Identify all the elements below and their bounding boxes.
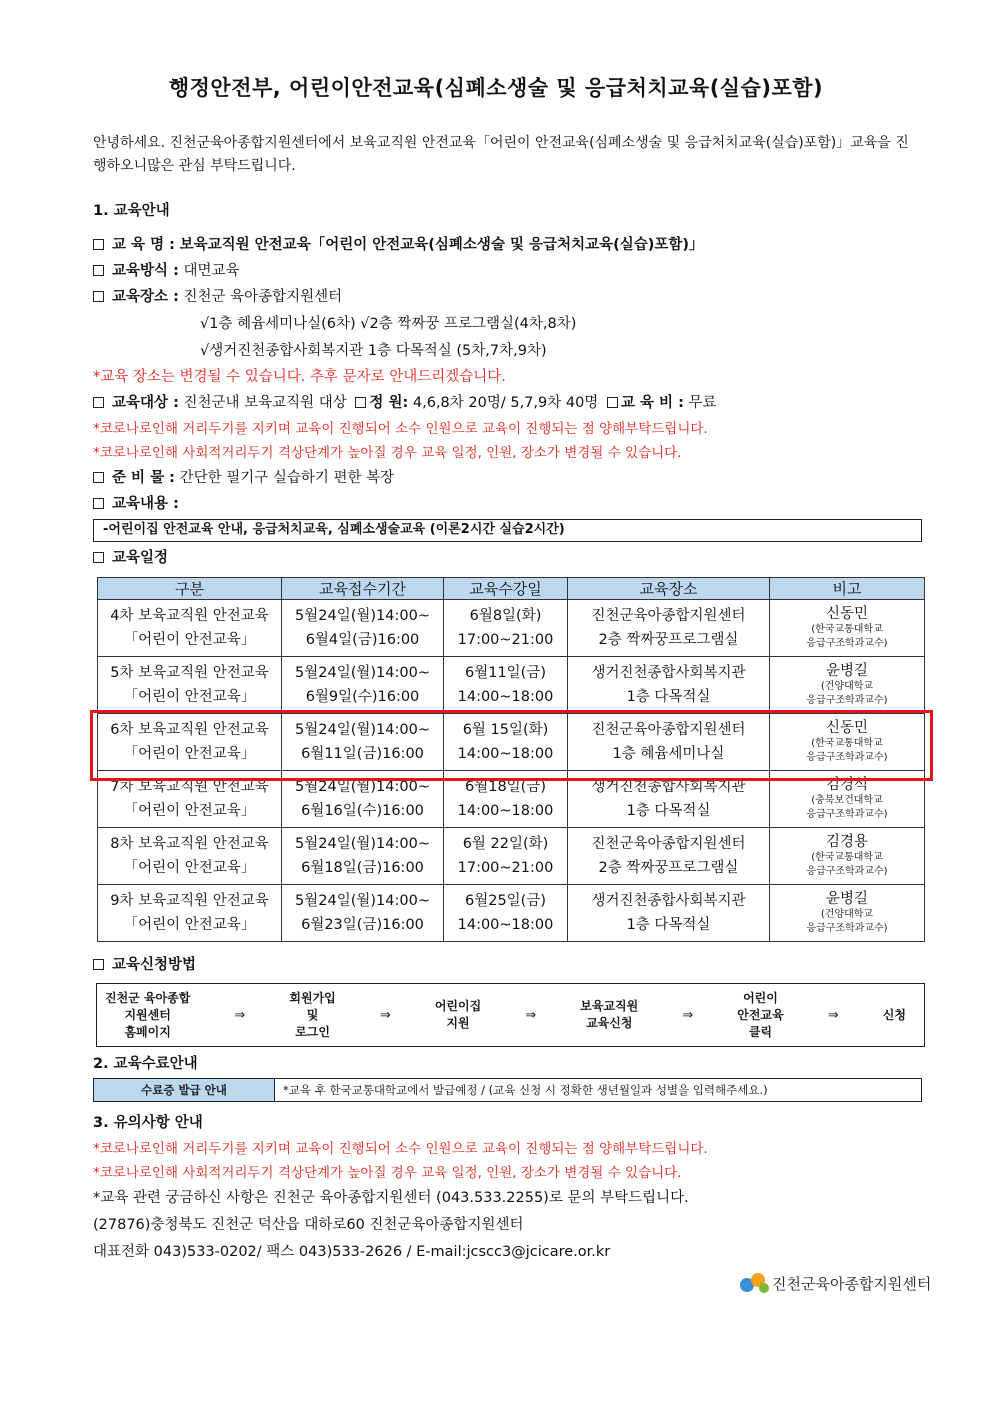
flow-text: 지원 [446, 1016, 470, 1030]
arrow-right-icon: ⇒ [827, 1007, 839, 1023]
place-label: 교육장소 : [112, 289, 179, 305]
flow-step-staff-training [580, 998, 638, 1032]
note-cell [770, 771, 925, 828]
logo-text: 진천군육아종합지원센터 [772, 1274, 932, 1293]
flow-text: 지원센터 [124, 1007, 171, 1022]
date-cell [444, 657, 568, 714]
note-cell [770, 885, 925, 942]
course-text: 「어린이 안전교육」 [123, 917, 256, 933]
registration-cell [282, 714, 444, 771]
capacity-label: 정 원: [369, 395, 409, 411]
table-header-row [98, 578, 925, 600]
fee-value: 무료 [688, 395, 717, 411]
flow-text: 어린이집 [434, 999, 482, 1013]
covid-notice-2: *코로나로인해 사회적거리두기 격상단계가 높아질 경우 교육 일정, 인원, 장소가 변경될 수 있습니다. [93, 445, 682, 461]
flow-step-login [289, 990, 335, 1041]
checkbox-icon [93, 498, 104, 509]
method-label: 교육방식 : [112, 263, 179, 279]
place-cell [568, 600, 770, 657]
affiliation: (건양대학교 [820, 680, 874, 692]
place-text: 생거진천종합사회복지관 [591, 893, 746, 909]
place-cell [568, 828, 770, 885]
content-box: -어린이집 안전교육 안내, 응급처치교육, 심폐소생술교육 (이론2시간 실습2시간) [93, 519, 922, 542]
reg-end: 6월4일(금)16:00 [305, 632, 420, 648]
department: 응급구조학과교수) [806, 637, 888, 649]
affiliation: (한국교통대학교 [811, 623, 883, 635]
time-text: 17:00~21:00 [457, 632, 554, 648]
reg-end: 6월16일(수)16:00 [301, 803, 424, 819]
flow-text: 홈페이지 [124, 1024, 171, 1039]
contact-text: 대표전화 043)533-0202/ 팩스 043)533-2626 / E-mail:jcscc3@jcicare.or.kr [93, 1244, 611, 1260]
place-value: 진천군 육아종합지원센터 [183, 289, 343, 305]
instructor-name: 김경석 [825, 776, 869, 793]
date-cell [444, 885, 568, 942]
course-text: 「어린이 안전교육」 [123, 746, 256, 762]
inquiry-text: *교육 관련 궁금하신 사항은 진천군 육아종합지원센터 (043.533.2255)로 문의 부탁드립니다. [93, 1190, 689, 1206]
room-text: 2층 짝짜꿍프로그램실 [598, 860, 739, 876]
instructor-name: 윤병길 [825, 890, 869, 907]
affiliation: (한국교통대학교 [811, 737, 883, 749]
place-text: 진천군육아종합지원센터 [591, 836, 746, 852]
flow-text: 회원가입 [289, 990, 336, 1005]
center-logo [738, 1268, 931, 1298]
reg-end: 6월9일(수)16:00 [305, 689, 420, 705]
target-value: 진천군내 보육교직원 대상 [183, 395, 347, 411]
department: 응급구조학과교수) [806, 808, 888, 820]
cert-value: *교육 후 한국교통대학교에서 발급예정 / (교육 신청 시 정확한 생년월일과 성별을 입력해주세요.) [283, 1083, 768, 1097]
round-cell [98, 885, 282, 942]
flow-text: 어린이 [743, 990, 778, 1005]
round-cell [98, 828, 282, 885]
checkbox-icon [93, 552, 104, 563]
apply-flow [96, 983, 925, 1047]
note-cell [770, 600, 925, 657]
registration-cell [282, 828, 444, 885]
round-text: 5차 보육교직원 안전교육 [110, 665, 269, 681]
room-text: 1층 다목적실 [626, 803, 711, 819]
cert-box [93, 1078, 922, 1102]
place-line-3: √생거진천종합사회복지관 1층 다목적실 (5차,7차,9차) [200, 343, 547, 359]
round-cell [98, 657, 282, 714]
prep-row [93, 466, 394, 487]
table-row [98, 600, 925, 657]
cert-label: 수료증 발급 안내 [94, 1079, 275, 1101]
round-text: 8차 보육교직원 안전교육 [110, 836, 269, 852]
round-cell [98, 771, 282, 828]
apply-row [93, 953, 196, 974]
schedule-label: 교육일정 [112, 550, 169, 566]
time-text: 17:00~21:00 [457, 860, 554, 876]
reg-start: 5월24일(월)14:00~ [295, 665, 430, 681]
arrow-right-icon: ⇒ [525, 1007, 537, 1023]
table-row [98, 657, 925, 714]
round-cell [98, 714, 282, 771]
round-text: 7차 보육교직원 안전교육 [110, 779, 269, 795]
registration-cell [282, 600, 444, 657]
affiliation: (한국교통대학교 [811, 851, 883, 863]
checkbox-icon [607, 397, 618, 408]
checkbox-icon [93, 291, 104, 302]
round-text: 4차 보육교직원 안전교육 [110, 608, 269, 624]
arrow-right-icon: ⇒ [234, 1007, 246, 1023]
date-text: 6월25일(금) [464, 893, 546, 909]
flow-text: 로그인 [295, 1024, 330, 1039]
date-text: 6월11일(금) [464, 665, 546, 681]
date-cell [444, 828, 568, 885]
method-row [93, 259, 240, 280]
time-text: 14:00~18:00 [457, 803, 554, 819]
section3-notice-1: *코로나로인해 거리두기를 지키며 교육이 진행되어 소수 인원으로 교육이 진행되는 점 양해부탁드립니다. [93, 1141, 708, 1157]
place-line-2: √1층 혜윰세미나실(6차) √2층 짝짜꿍 프로그램실(4차,8차) [200, 316, 577, 332]
instructor-name: 김경용 [825, 833, 869, 850]
registration-cell [282, 885, 444, 942]
flow-step-click [737, 990, 783, 1041]
reg-start: 5월24일(월)14:00~ [295, 779, 430, 795]
table-header-cell: 교육접수기간 [282, 578, 444, 600]
affiliation: (충북보건대학교 [811, 794, 883, 806]
checkbox-icon [93, 397, 104, 408]
table-header-cell: 교육장소 [568, 578, 770, 600]
date-cell [444, 600, 568, 657]
checkbox-icon [93, 265, 104, 276]
page-title: 행정안전부, 어린이안전교육(심폐소생술 및 응급처치교육(실습)포함) [168, 76, 824, 100]
table-row [98, 828, 925, 885]
instructor-name: 신동민 [825, 605, 869, 622]
place-text: 진천군육아종합지원센터 [591, 608, 746, 624]
course-text: 「어린이 안전교육」 [123, 803, 256, 819]
place-text: 진천군육아종합지원센터 [591, 722, 746, 738]
round-cell [98, 600, 282, 657]
checkbox-icon [93, 239, 104, 250]
reg-end: 6월23일(금)16:00 [301, 917, 424, 933]
capacity-value: 4,6,8차 20명/ 5,7,9차 40명 [412, 395, 599, 411]
section2-heading: 2. 교육수료안내 [93, 1056, 198, 1072]
arrow-right-icon: ⇒ [379, 1007, 391, 1023]
target-label: 교육대상 : [112, 395, 179, 411]
date-cell [444, 771, 568, 828]
place-cell [568, 885, 770, 942]
content-label: 교육내용 : [112, 496, 179, 512]
address-text: (27876)충청북도 진천군 덕산읍 대하로60 진천군육아종합지원센터 [93, 1217, 524, 1233]
target-row [93, 391, 717, 412]
flow-text: 안전교육 [737, 1007, 784, 1022]
place-text: 생거진천종합사회복지관 [591, 665, 746, 681]
time-text: 14:00~18:00 [457, 917, 554, 933]
room-text: 2층 짝짜꿍프로그램실 [598, 632, 739, 648]
date-text: 6월 15일(화) [462, 722, 549, 738]
department: 응급구조학과교수) [806, 922, 888, 934]
course-name-value: 보육교직원 안전교육「어린이 안전교육(심폐소생술 및 응급처치교육(실습)포함)」 [179, 237, 704, 253]
note-cell [770, 657, 925, 714]
place-cell [568, 714, 770, 771]
checkbox-icon [93, 472, 104, 483]
date-text: 6월18일(금) [464, 779, 546, 795]
content-row [93, 492, 179, 513]
checkbox-icon [355, 397, 366, 408]
time-text: 14:00~18:00 [457, 689, 554, 705]
instructor-name: 윤병길 [825, 662, 869, 679]
fee-label: 교 육 비 : [620, 395, 684, 411]
round-text: 6차 보육교직원 안전교육 [110, 722, 269, 738]
flow-text: 및 [306, 1007, 319, 1022]
course-name-label: 교 육 명 : [112, 237, 175, 253]
room-text: 1층 다목적실 [626, 689, 711, 705]
logo-mark-icon [738, 1269, 772, 1297]
course-text: 「어린이 안전교육」 [123, 632, 256, 648]
place-text: 생거진천종합사회복지관 [591, 779, 746, 795]
registration-cell [282, 657, 444, 714]
flow-text: 교육신청 [586, 1016, 633, 1030]
section1-heading: 1. 교육안내 [93, 203, 170, 219]
table-header-cell: 교육수강일 [444, 578, 568, 600]
instructor-name: 신동민 [825, 719, 869, 736]
reg-end: 6월11일(금)16:00 [301, 746, 424, 762]
checkbox-icon [93, 959, 104, 970]
place-row [93, 285, 342, 306]
table-header-cell: 비고 [770, 578, 925, 600]
section3-heading: 3. 유의사항 안내 [93, 1115, 203, 1131]
reg-end: 6월18일(금)16:00 [301, 860, 424, 876]
note-cell [770, 714, 925, 771]
flow-step-daycare-support [435, 998, 481, 1032]
note-cell [770, 828, 925, 885]
time-text: 14:00~18:00 [457, 746, 554, 762]
section3-notice-2: *코로나로인해 사회적거리두기 격상단계가 높아질 경우 교육 일정, 인원, 장소가 변경될 수 있습니다. [93, 1165, 682, 1181]
date-text: 6월8일(화) [469, 608, 542, 624]
room-text: 1층 다목적실 [626, 917, 711, 933]
flow-text: 클릭 [748, 1024, 773, 1039]
method-value: 대면교육 [183, 263, 240, 279]
apply-label: 교육신청방법 [112, 957, 197, 973]
table-row-highlighted [98, 714, 925, 771]
reg-start: 5월24일(월)14:00~ [295, 608, 430, 624]
course-name-row [93, 233, 704, 254]
place-cell [568, 657, 770, 714]
place-notice: *교육 장소는 변경될 수 있습니다. 추후 문자로 안내드리겠습니다. [93, 369, 506, 385]
place-cell [568, 771, 770, 828]
date-text: 6월 22일(화) [462, 836, 549, 852]
department: 응급구조학과교수) [806, 694, 888, 706]
department: 응급구조학과교수) [806, 751, 888, 763]
reg-start: 5월24일(월)14:00~ [295, 722, 430, 738]
affiliation: (건양대학교 [820, 908, 874, 920]
date-cell [444, 714, 568, 771]
round-text: 9차 보육교직원 안전교육 [110, 893, 269, 909]
schedule-table [97, 577, 925, 942]
covid-notice-1: *코로나로인해 거리두기를 지키며 교육이 진행되어 소수 인원으로 교육이 진행되는 점 양해부탁드립니다. [93, 421, 708, 437]
course-text: 「어린이 안전교육」 [123, 689, 256, 705]
prep-value: 간단한 필기구 실습하기 편한 복장 [179, 470, 395, 486]
schedule-row [93, 546, 168, 567]
table-row [98, 885, 925, 942]
flow-step-homepage [105, 990, 190, 1041]
course-text: 「어린이 안전교육」 [123, 860, 256, 876]
prep-label: 준 비 물 : [112, 470, 175, 486]
department: 응급구조학과교수) [806, 865, 888, 877]
reg-start: 5월24일(월)14:00~ [295, 836, 430, 852]
table-header-cell: 구분 [98, 578, 282, 600]
flow-text: 보육교직원 [580, 999, 639, 1013]
flow-step-apply: 신청 [882, 1007, 906, 1022]
registration-cell [282, 771, 444, 828]
room-text: 1층 혜윰세미나실 [612, 746, 725, 762]
reg-start: 5월24일(월)14:00~ [295, 893, 430, 909]
table-row [98, 771, 925, 828]
flow-text: 진천군 육아종합 [105, 990, 191, 1005]
intro-paragraph: 안녕하세요. 진천군육아종합지원센터에서 보육교직원 안전교육「어린이 안전교육(심폐소생술 및 응급처치교육(실습)포함)」교육을 진행하오니많은 관심 부탁드립니다. [93, 135, 909, 174]
arrow-right-icon: ⇒ [682, 1007, 694, 1023]
